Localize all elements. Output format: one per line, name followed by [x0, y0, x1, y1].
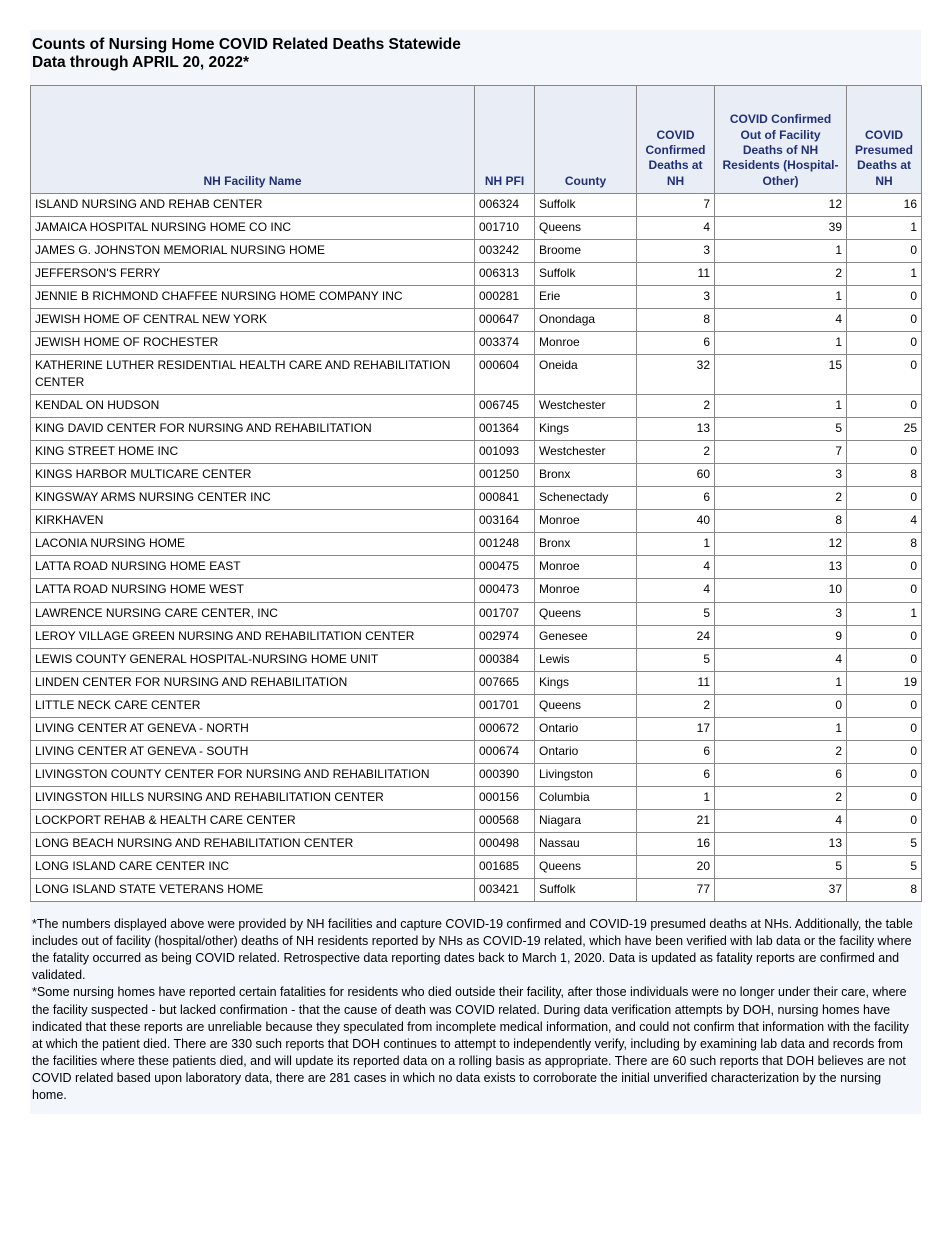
out-of-facility-deaths-cell: 2	[715, 786, 847, 809]
out-of-facility-deaths-cell: 2	[715, 740, 847, 763]
presumed-deaths-cell: 8	[847, 878, 922, 901]
out-of-facility-deaths-cell: 3	[715, 602, 847, 625]
presumed-deaths-cell: 0	[847, 355, 922, 395]
confirmed-deaths-cell: 6	[637, 487, 715, 510]
out-of-facility-deaths-cell: 4	[715, 648, 847, 671]
presumed-deaths-cell: 5	[847, 855, 922, 878]
confirmed-deaths-cell: 7	[637, 193, 715, 216]
pfi-cell: 003374	[475, 332, 535, 355]
facility-name-cell: JEFFERSON'S FERRY	[31, 263, 475, 286]
facility-name-cell: LONG BEACH NURSING AND REHABILITATION CENTER	[31, 832, 475, 855]
table-row	[31, 832, 922, 855]
out-of-facility-deaths-cell: 15	[715, 355, 847, 395]
confirmed-deaths-cell: 17	[637, 717, 715, 740]
pfi-cell: 001707	[475, 602, 535, 625]
facility-name-cell: LINDEN CENTER FOR NURSING AND REHABILITATION	[31, 671, 475, 694]
facility-name-cell: JAMAICA HOSPITAL NURSING HOME CO INC	[31, 216, 475, 239]
title-block	[30, 30, 921, 82]
presumed-deaths-cell: 0	[847, 556, 922, 579]
pfi-cell: 006745	[475, 395, 535, 418]
pfi-cell: 000473	[475, 579, 535, 602]
table-header-row	[31, 85, 922, 193]
county-cell: Broome	[535, 240, 637, 263]
table-row	[31, 395, 922, 418]
county-cell: Suffolk	[535, 193, 637, 216]
confirmed-deaths-cell: 11	[637, 263, 715, 286]
presumed-deaths-cell: 0	[847, 625, 922, 648]
presumed-deaths-cell: 16	[847, 193, 922, 216]
confirmed-deaths-cell: 6	[637, 740, 715, 763]
table-row	[31, 855, 922, 878]
out-of-facility-deaths-cell: 2	[715, 487, 847, 510]
table-row	[31, 671, 922, 694]
county-cell: Queens	[535, 855, 637, 878]
confirmed-deaths-cell: 13	[637, 418, 715, 441]
table-row	[31, 602, 922, 625]
presumed-deaths-cell: 0	[847, 717, 922, 740]
col-header-presumed: COVID Presumed Deaths at NH	[847, 85, 922, 193]
col-header-confirmed_out: COVID Confirmed Out of Facility Deaths of NH Residents (Hospital-Other)	[715, 85, 847, 193]
facility-name-cell: JENNIE B RICHMOND CHAFFEE NURSING HOME COMPANY INC	[31, 286, 475, 309]
out-of-facility-deaths-cell: 13	[715, 832, 847, 855]
out-of-facility-deaths-cell: 39	[715, 216, 847, 239]
table-row	[31, 332, 922, 355]
out-of-facility-deaths-cell: 6	[715, 763, 847, 786]
pfi-cell: 000841	[475, 487, 535, 510]
county-cell: Queens	[535, 602, 637, 625]
confirmed-deaths-cell: 1	[637, 533, 715, 556]
county-cell: Lewis	[535, 648, 637, 671]
county-cell: Schenectady	[535, 487, 637, 510]
out-of-facility-deaths-cell: 7	[715, 441, 847, 464]
table-row	[31, 556, 922, 579]
confirmed-deaths-cell: 5	[637, 648, 715, 671]
pfi-cell: 007665	[475, 671, 535, 694]
pfi-cell: 000674	[475, 740, 535, 763]
presumed-deaths-cell: 0	[847, 579, 922, 602]
county-cell: Monroe	[535, 332, 637, 355]
pfi-cell: 000156	[475, 786, 535, 809]
county-cell: Bronx	[535, 464, 637, 487]
pfi-cell: 000498	[475, 832, 535, 855]
presumed-deaths-cell: 0	[847, 763, 922, 786]
out-of-facility-deaths-cell: 10	[715, 579, 847, 602]
presumed-deaths-cell: 0	[847, 441, 922, 464]
table-row	[31, 694, 922, 717]
county-cell: Queens	[535, 694, 637, 717]
out-of-facility-deaths-cell: 12	[715, 193, 847, 216]
pfi-cell: 000647	[475, 309, 535, 332]
presumed-deaths-cell: 0	[847, 240, 922, 263]
table-row	[31, 510, 922, 533]
table-row	[31, 809, 922, 832]
out-of-facility-deaths-cell: 1	[715, 395, 847, 418]
facility-name-cell: LONG ISLAND CARE CENTER INC	[31, 855, 475, 878]
county-cell: Westchester	[535, 395, 637, 418]
presumed-deaths-cell: 0	[847, 648, 922, 671]
confirmed-deaths-cell: 2	[637, 694, 715, 717]
out-of-facility-deaths-cell: 12	[715, 533, 847, 556]
confirmed-deaths-cell: 24	[637, 625, 715, 648]
out-of-facility-deaths-cell: 4	[715, 309, 847, 332]
county-cell: Kings	[535, 418, 637, 441]
confirmed-deaths-cell: 60	[637, 464, 715, 487]
county-cell: Ontario	[535, 740, 637, 763]
county-cell: Erie	[535, 286, 637, 309]
table-row	[31, 286, 922, 309]
out-of-facility-deaths-cell: 2	[715, 263, 847, 286]
table-row	[31, 464, 922, 487]
confirmed-deaths-cell: 21	[637, 809, 715, 832]
pfi-cell: 000281	[475, 286, 535, 309]
facility-name-cell: LACONIA NURSING HOME	[31, 533, 475, 556]
confirmed-deaths-cell: 4	[637, 579, 715, 602]
pfi-cell: 001250	[475, 464, 535, 487]
confirmed-deaths-cell: 4	[637, 216, 715, 239]
county-cell: Suffolk	[535, 263, 637, 286]
table-row	[31, 309, 922, 332]
presumed-deaths-cell: 0	[847, 786, 922, 809]
facility-name-cell: LIVINGSTON COUNTY CENTER FOR NURSING AND REHABILITATION	[31, 763, 475, 786]
pfi-cell: 000390	[475, 763, 535, 786]
pfi-cell: 000475	[475, 556, 535, 579]
out-of-facility-deaths-cell: 1	[715, 717, 847, 740]
pfi-cell: 001710	[475, 216, 535, 239]
confirmed-deaths-cell: 40	[637, 510, 715, 533]
table-row	[31, 193, 922, 216]
confirmed-deaths-cell: 32	[637, 355, 715, 395]
presumed-deaths-cell: 19	[847, 671, 922, 694]
county-cell: Suffolk	[535, 878, 637, 901]
county-cell: Livingston	[535, 763, 637, 786]
county-cell: Queens	[535, 216, 637, 239]
presumed-deaths-cell: 0	[847, 395, 922, 418]
facility-name-cell: LIVING CENTER AT GENEVA - SOUTH	[31, 740, 475, 763]
presumed-deaths-cell: 25	[847, 418, 922, 441]
table-row	[31, 740, 922, 763]
out-of-facility-deaths-cell: 1	[715, 671, 847, 694]
table-row	[31, 717, 922, 740]
nursing-home-deaths-table	[30, 85, 922, 902]
pfi-cell: 001685	[475, 855, 535, 878]
pfi-cell: 001364	[475, 418, 535, 441]
col-header-pfi: NH PFI	[475, 85, 535, 193]
col-header-county: County	[535, 85, 637, 193]
pfi-cell: 000672	[475, 717, 535, 740]
facility-name-cell: LATTA ROAD NURSING HOME EAST	[31, 556, 475, 579]
confirmed-deaths-cell: 3	[637, 286, 715, 309]
confirmed-deaths-cell: 2	[637, 441, 715, 464]
table-row	[31, 786, 922, 809]
county-cell: Columbia	[535, 786, 637, 809]
presumed-deaths-cell: 0	[847, 740, 922, 763]
table-body	[31, 193, 922, 901]
table-row	[31, 263, 922, 286]
table-row	[31, 441, 922, 464]
confirmed-deaths-cell: 3	[637, 240, 715, 263]
pfi-cell: 000604	[475, 355, 535, 395]
col-header-confirmed: COVID Confirmed Deaths at NH	[637, 85, 715, 193]
pfi-cell: 006313	[475, 263, 535, 286]
facility-name-cell: KENDAL ON HUDSON	[31, 395, 475, 418]
pfi-cell: 001701	[475, 694, 535, 717]
confirmed-deaths-cell: 11	[637, 671, 715, 694]
facility-name-cell: ISLAND NURSING AND REHAB CENTER	[31, 193, 475, 216]
pfi-cell: 006324	[475, 193, 535, 216]
presumed-deaths-cell: 0	[847, 332, 922, 355]
pfi-cell: 000568	[475, 809, 535, 832]
table-row	[31, 487, 922, 510]
confirmed-deaths-cell: 77	[637, 878, 715, 901]
confirmed-deaths-cell: 1	[637, 786, 715, 809]
out-of-facility-deaths-cell: 0	[715, 694, 847, 717]
table-row	[31, 648, 922, 671]
presumed-deaths-cell: 1	[847, 602, 922, 625]
table-row	[31, 763, 922, 786]
facility-name-cell: LEROY VILLAGE GREEN NURSING AND REHABILITATION CENTER	[31, 625, 475, 648]
pfi-cell: 003242	[475, 240, 535, 263]
out-of-facility-deaths-cell: 1	[715, 286, 847, 309]
table-row	[31, 579, 922, 602]
table-row	[31, 355, 922, 395]
pfi-cell: 003421	[475, 878, 535, 901]
county-cell: Westchester	[535, 441, 637, 464]
presumed-deaths-cell: 8	[847, 464, 922, 487]
table-row	[31, 533, 922, 556]
table-row	[31, 240, 922, 263]
table-row	[31, 418, 922, 441]
out-of-facility-deaths-cell: 9	[715, 625, 847, 648]
county-cell: Genesee	[535, 625, 637, 648]
confirmed-deaths-cell: 6	[637, 332, 715, 355]
confirmed-deaths-cell: 5	[637, 602, 715, 625]
facility-name-cell: KINGS HARBOR MULTICARE CENTER	[31, 464, 475, 487]
presumed-deaths-cell: 0	[847, 286, 922, 309]
out-of-facility-deaths-cell: 37	[715, 878, 847, 901]
facility-name-cell: KING STREET HOME INC	[31, 441, 475, 464]
table-row	[31, 878, 922, 901]
county-cell: Monroe	[535, 556, 637, 579]
pfi-cell: 003164	[475, 510, 535, 533]
presumed-deaths-cell: 4	[847, 510, 922, 533]
out-of-facility-deaths-cell: 5	[715, 855, 847, 878]
county-cell: Onondaga	[535, 309, 637, 332]
out-of-facility-deaths-cell: 1	[715, 240, 847, 263]
county-cell: Monroe	[535, 579, 637, 602]
presumed-deaths-cell: 1	[847, 263, 922, 286]
out-of-facility-deaths-cell: 4	[715, 809, 847, 832]
facility-name-cell: LITTLE NECK CARE CENTER	[31, 694, 475, 717]
page-subtitle: Data through APRIL 20, 2022*	[32, 53, 250, 71]
confirmed-deaths-cell: 16	[637, 832, 715, 855]
facility-name-cell: LIVINGSTON HILLS NURSING AND REHABILITATION CENTER	[31, 786, 475, 809]
out-of-facility-deaths-cell: 8	[715, 510, 847, 533]
col-header-facility: NH Facility Name	[31, 85, 475, 193]
facility-name-cell: KINGSWAY ARMS NURSING CENTER INC	[31, 487, 475, 510]
facility-name-cell: KATHERINE LUTHER RESIDENTIAL HEALTH CARE AND REHABILITATION CENTER	[31, 355, 475, 395]
facility-name-cell: LONG ISLAND STATE VETERANS HOME	[31, 878, 475, 901]
presumed-deaths-cell: 0	[847, 309, 922, 332]
pfi-cell: 001093	[475, 441, 535, 464]
presumed-deaths-cell: 0	[847, 809, 922, 832]
county-cell: Monroe	[535, 510, 637, 533]
facility-name-cell: LATTA ROAD NURSING HOME WEST	[31, 579, 475, 602]
county-cell: Bronx	[535, 533, 637, 556]
county-cell: Niagara	[535, 809, 637, 832]
facility-name-cell: LEWIS COUNTY GENERAL HOSPITAL-NURSING HOME UNIT	[31, 648, 475, 671]
facility-name-cell: JAMES G. JOHNSTON MEMORIAL NURSING HOME	[31, 240, 475, 263]
out-of-facility-deaths-cell: 5	[715, 418, 847, 441]
footnotes	[30, 902, 921, 1114]
facility-name-cell: KING DAVID CENTER FOR NURSING AND REHABILITATION	[31, 418, 475, 441]
pfi-cell: 000384	[475, 648, 535, 671]
footnote-2: *Some nursing homes have reported certain fatalities for residents who died outside their facility, after those individuals were no longer under their care, where the facility suspected - but lacked confirmation - that the cause of death was COVID related. During data verification attempts by DOH, nursing homes have indicated that these reports are unreliable because they speculated from incomplete medical information, and could not confirm that information with the facility at which the patient died. There are 330 such reports that DOH continues to attempt to independently verify, including by examining lab data and records from the facilities where these patients died, and will update its reported data on a rolling basis as appropriate. There are 60 such reports that DOH believes are not COVID related based upon laboratory data, there are 281 cases in which no data exists to corroborate the initial unverified characterization by the nursing home.	[32, 985, 909, 1103]
presumed-deaths-cell: 0	[847, 487, 922, 510]
out-of-facility-deaths-cell: 13	[715, 556, 847, 579]
facility-name-cell: LOCKPORT REHAB & HEALTH CARE CENTER	[31, 809, 475, 832]
presumed-deaths-cell: 8	[847, 533, 922, 556]
confirmed-deaths-cell: 2	[637, 395, 715, 418]
facility-name-cell: KIRKHAVEN	[31, 510, 475, 533]
confirmed-deaths-cell: 20	[637, 855, 715, 878]
confirmed-deaths-cell: 6	[637, 763, 715, 786]
page-title: Counts of Nursing Home COVID Related Deaths Statewide	[32, 36, 461, 53]
facility-name-cell: JEWISH HOME OF CENTRAL NEW YORK	[31, 309, 475, 332]
table-row	[31, 625, 922, 648]
county-cell: Kings	[535, 671, 637, 694]
presumed-deaths-cell: 5	[847, 832, 922, 855]
footnote-1: *The numbers displayed above were provided by NH facilities and capture COVID-19 confirmed and COVID-19 presumed deaths at NHs. Additionally, the table includes out of facility (hospital/other) deaths of NH residents reported by NHs as COVID-19 related, which have been verified with lab data or the facility where the fatality occurred as being COVID related. Retrospective data reporting dates back to March 1, 2020. Data is updated as fatality reports are confirmed and validated.	[32, 916, 913, 983]
facility-name-cell: LIVING CENTER AT GENEVA - NORTH	[31, 717, 475, 740]
pfi-cell: 002974	[475, 625, 535, 648]
county-cell: Nassau	[535, 832, 637, 855]
presumed-deaths-cell: 1	[847, 216, 922, 239]
confirmed-deaths-cell: 4	[637, 556, 715, 579]
facility-name-cell: JEWISH HOME OF ROCHESTER	[31, 332, 475, 355]
out-of-facility-deaths-cell: 1	[715, 332, 847, 355]
out-of-facility-deaths-cell: 3	[715, 464, 847, 487]
county-cell: Oneida	[535, 355, 637, 395]
table-row	[31, 216, 922, 239]
presumed-deaths-cell: 0	[847, 694, 922, 717]
facility-name-cell: LAWRENCE NURSING CARE CENTER, INC	[31, 602, 475, 625]
county-cell: Ontario	[535, 717, 637, 740]
confirmed-deaths-cell: 8	[637, 309, 715, 332]
pfi-cell: 001248	[475, 533, 535, 556]
report-page	[30, 30, 921, 1114]
